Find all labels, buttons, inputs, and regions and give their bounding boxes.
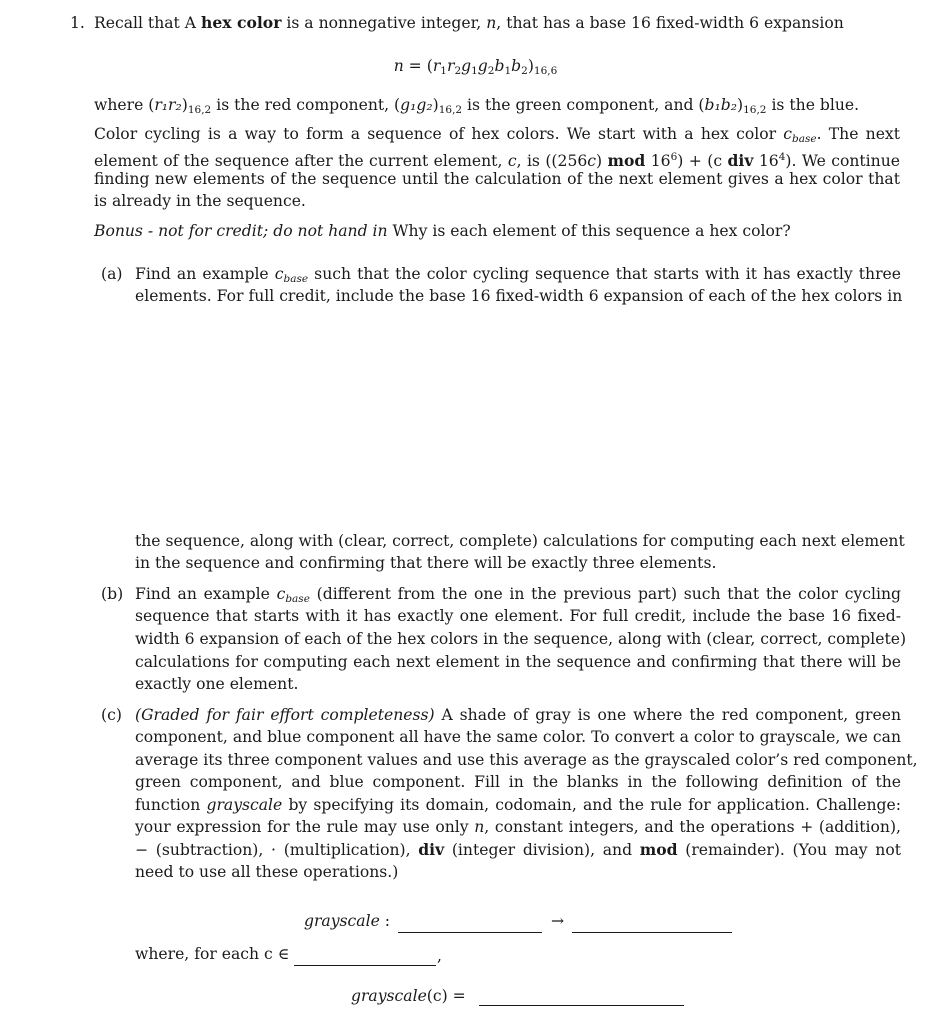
element-set-blank[interactable] (294, 964, 436, 966)
part-c-line-1: (Graded for fair effort completeness) A shade of gray is one where the red component, green (135, 706, 901, 724)
part-a-line-4: in the sequence and confirming that there will be exactly three elements. (135, 554, 717, 572)
grayscale-signature: grayscale : (304, 912, 391, 930)
part-b-line-2: sequence that starts with it has exactly one element. For full credit, include the base 16 fixed- (135, 607, 901, 625)
part-c-line-4: green component, and blue component. Fill in the blanks in the following definition of the (135, 773, 901, 791)
part-b-line-3: width 6 expansion of each of the hex colors in the sequence, along with (clear, correct, complete) (135, 630, 907, 648)
part-a-line-1: Find an example $c_{base}$ such that the color cycling sequence that starts with it has exactly three (135, 265, 901, 285)
problem-number: 1. (70, 14, 85, 32)
paragraph-line-2: element of the sequence after the current element, c, is ((256c) mod $16^6) + (c$ div $16^4$). We continue (94, 151, 900, 170)
part-c-line-8: need to use all these operations.) (135, 863, 399, 881)
rule-blank[interactable] (479, 1004, 684, 1006)
part-b-marker: (b) (101, 585, 124, 603)
part-b-line-4: calculations for computing each next element in the sequence and confirming that there will be (135, 653, 901, 671)
function-name: grayscale (304, 912, 380, 930)
paragraph-line-1: Color cycling is a way to form a sequence of hex colors. We start with a hex color $c_{base}$. The next (94, 125, 900, 145)
part-c-line-7: − (subtraction), · (multiplication), div (integer division), and mod (remainder). (You may not (135, 840, 901, 859)
bonus-line: Bonus - not for credit; do not hand in Why is each element of this sequence a hex color? (94, 222, 791, 240)
part-a-line-3: the sequence, along with (clear, correct, complete) calculations for computing each next element (135, 532, 905, 550)
components-line: where $(r_1r_2)_{16,2}$ is the red component, $(g_1g_2)_{16,2}$ is the green component, and $(b_1b_2)_{16,2}$ is the blue. (94, 96, 860, 116)
where-comma: , (437, 947, 442, 965)
domain-blank[interactable] (398, 931, 542, 933)
part-c-line-6: your expression for the rule may use only n, constant integers, and the operations + (addition), (135, 818, 901, 836)
paragraph-line-3: finding new elements of the sequence until the calculation of the next element gives a hex color that (94, 170, 900, 188)
part-b-line-5: exactly one element. (135, 675, 299, 693)
hex-color-term: hex color (200, 13, 282, 32)
part-a-marker: (a) (101, 265, 123, 283)
codomain-blank[interactable] (572, 931, 732, 933)
expansion-equation: $n = (r_1r_2g_1g_2b_1b_2)_{16,6}$ (393, 57, 558, 77)
part-a-line-2: elements. For full credit, include the base 16 fixed-width 6 expansion of each of the hex colors in (135, 287, 903, 305)
grayscale-rule: grayscale(c) = (351, 987, 466, 1005)
part-c-line-3: average its three component values and use this average as the grayscaled color’s red component, (135, 751, 918, 769)
intro-line: Recall that A hex color is a nonnegative integer, n, that has a base 16 fixed-width 6 expansion (94, 13, 844, 32)
part-c-line-2: component, and blue component all have the same color. To convert a color to grayscale, we can (135, 728, 901, 746)
where-clause: where, for each c ∈ (135, 945, 290, 963)
part-c-marker: (c) (101, 706, 122, 724)
part-b-line-1: Find an example $c_{base}$ (different from the one in the previous part) such that the color cycling (135, 585, 901, 605)
arrow-symbol: → (551, 912, 565, 930)
paragraph-line-4: is already in the sequence. (94, 192, 306, 210)
part-c-line-5: function grayscale by specifying its domain, codomain, and the rule for application. Challenge: (135, 796, 901, 814)
